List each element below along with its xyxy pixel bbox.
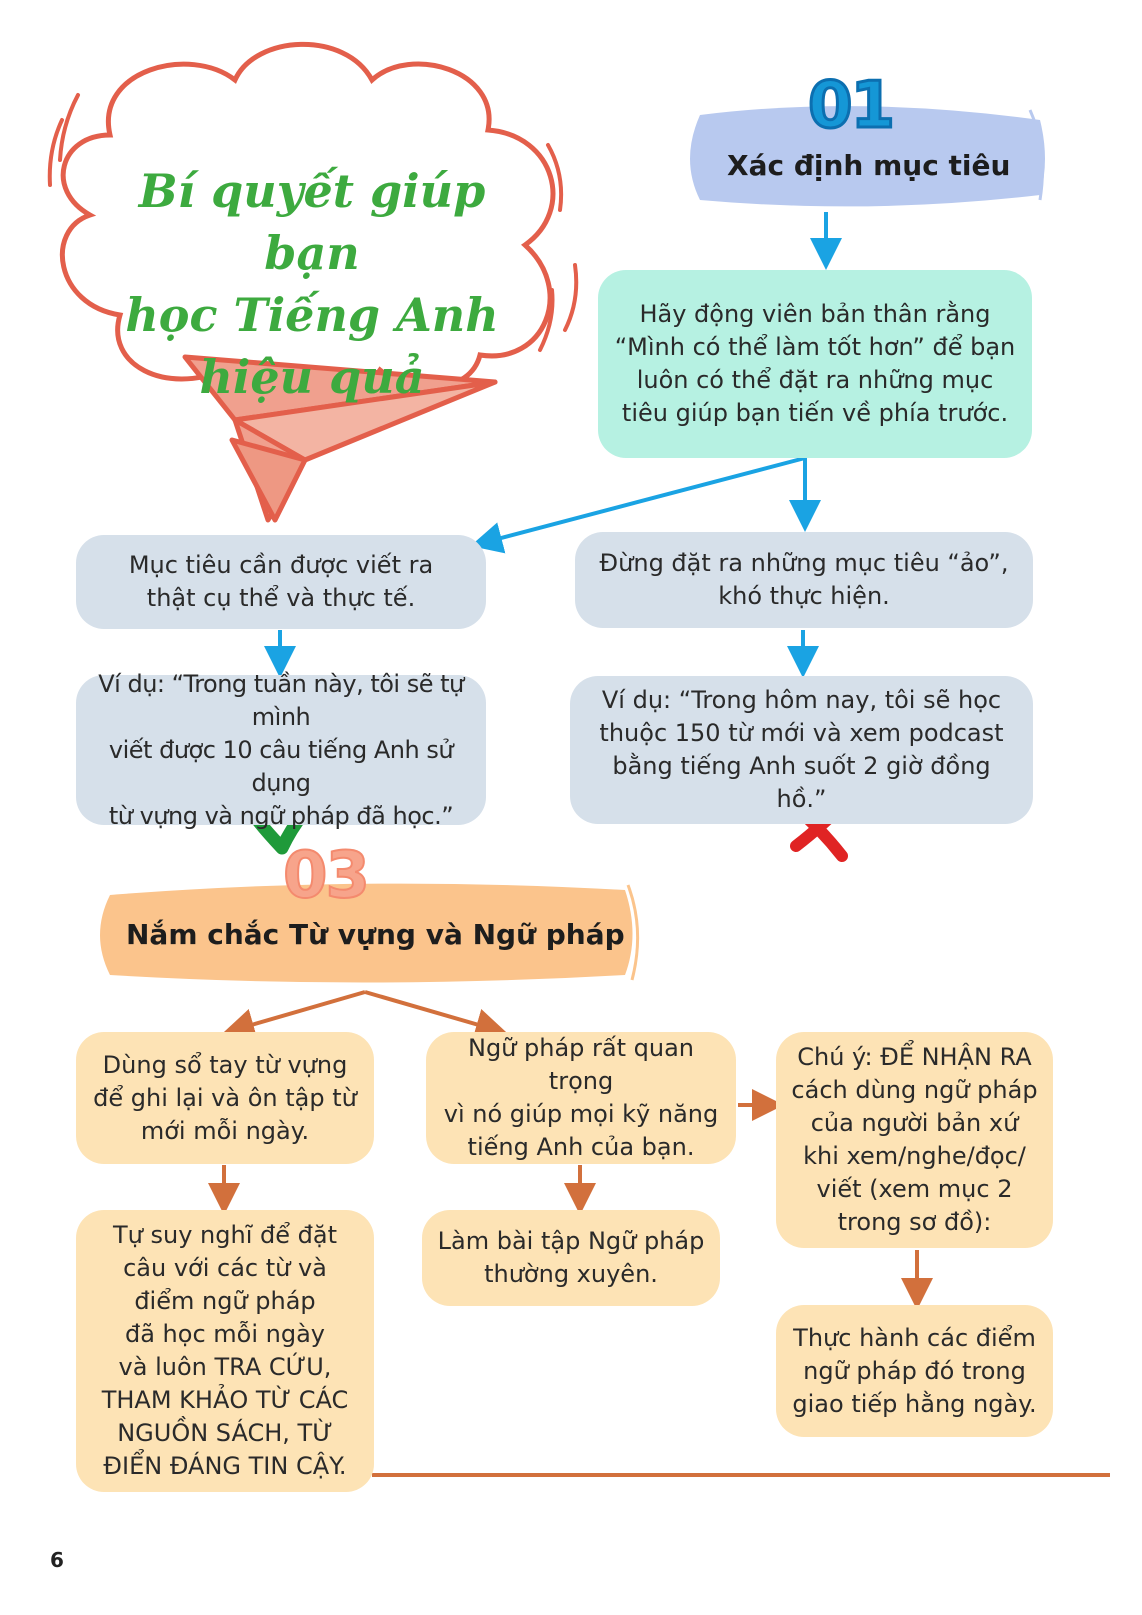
arrow-banner-to-grammar xyxy=(365,992,496,1030)
vocab-practice-box: Tự suy nghĩ để đặt câu với các từ và điểm ngữ pháp đã học mỗi ngày và luôn TRA CỨU, THAM KHẢO TỪ CÁC NGUỒN SÁCH, TỪ ĐIỂN ĐÁNG TIN CẬY. xyxy=(76,1210,374,1492)
goal-motivation-box: Hãy động viên bản thân rằng “Mình có thể làm tốt hơn” để bạn luôn có thể đặt ra những mục tiêu giúp bạn tiến về phía trước. xyxy=(598,270,1032,458)
vocab-notebook-box: Dùng sổ tay từ vựng để ghi lại và ôn tập từ mới mỗi ngày. xyxy=(76,1032,374,1164)
section-03-heading: Nắm chắc Từ vựng và Ngữ pháp xyxy=(126,918,625,951)
arrow-banner-to-vocab xyxy=(234,992,365,1030)
native-grammar-note-box: Chú ý: ĐỂ NHẬN RA cách dùng ngữ pháp của người bản xứ khi xem/nghe/đọc/ viết (xem mục 2 trong sơ đồ): xyxy=(776,1032,1053,1248)
arrow-intro-to-left xyxy=(482,458,805,543)
section-01-heading: Xác định mục tiêu xyxy=(727,149,1011,182)
grammar-importance-box: Ngữ pháp rất quan trọng vì nó giúp mọi kỹ năng tiếng Anh của bạn. xyxy=(426,1032,736,1164)
good-example-box: Ví dụ: “Trong tuần này, tôi sẽ tự mình viết được 10 câu tiếng Anh sử dụng từ vựng và ngữ pháp đã học.” xyxy=(76,675,486,825)
unrealistic-goal-box: Đừng đặt ra những mục tiêu “ảo”, khó thực hiện. xyxy=(575,532,1033,628)
bad-example-box: Ví dụ: “Trong hôm nay, tôi sẽ học thuộc 150 từ mới và xem podcast bằng tiếng Anh suốt 2 giờ đồng hồ.” xyxy=(570,676,1033,824)
page-number: 6 xyxy=(50,1548,64,1572)
step-number-03: 03 xyxy=(283,839,369,913)
grammar-practice-box: Thực hành các điểm ngữ pháp đó trong giao tiếp hằng ngày. xyxy=(776,1305,1053,1437)
goal-rule-box: Mục tiêu cần được viết ra thật cụ thể và thực tế. xyxy=(76,535,486,629)
page-title: Bí quyết giúp bạn học Tiếng Anh hiệu quả xyxy=(125,164,499,404)
step-number-01: 01 xyxy=(808,69,894,143)
grammar-exercise-box: Làm bài tập Ngữ pháp thường xuyên. xyxy=(422,1210,720,1306)
